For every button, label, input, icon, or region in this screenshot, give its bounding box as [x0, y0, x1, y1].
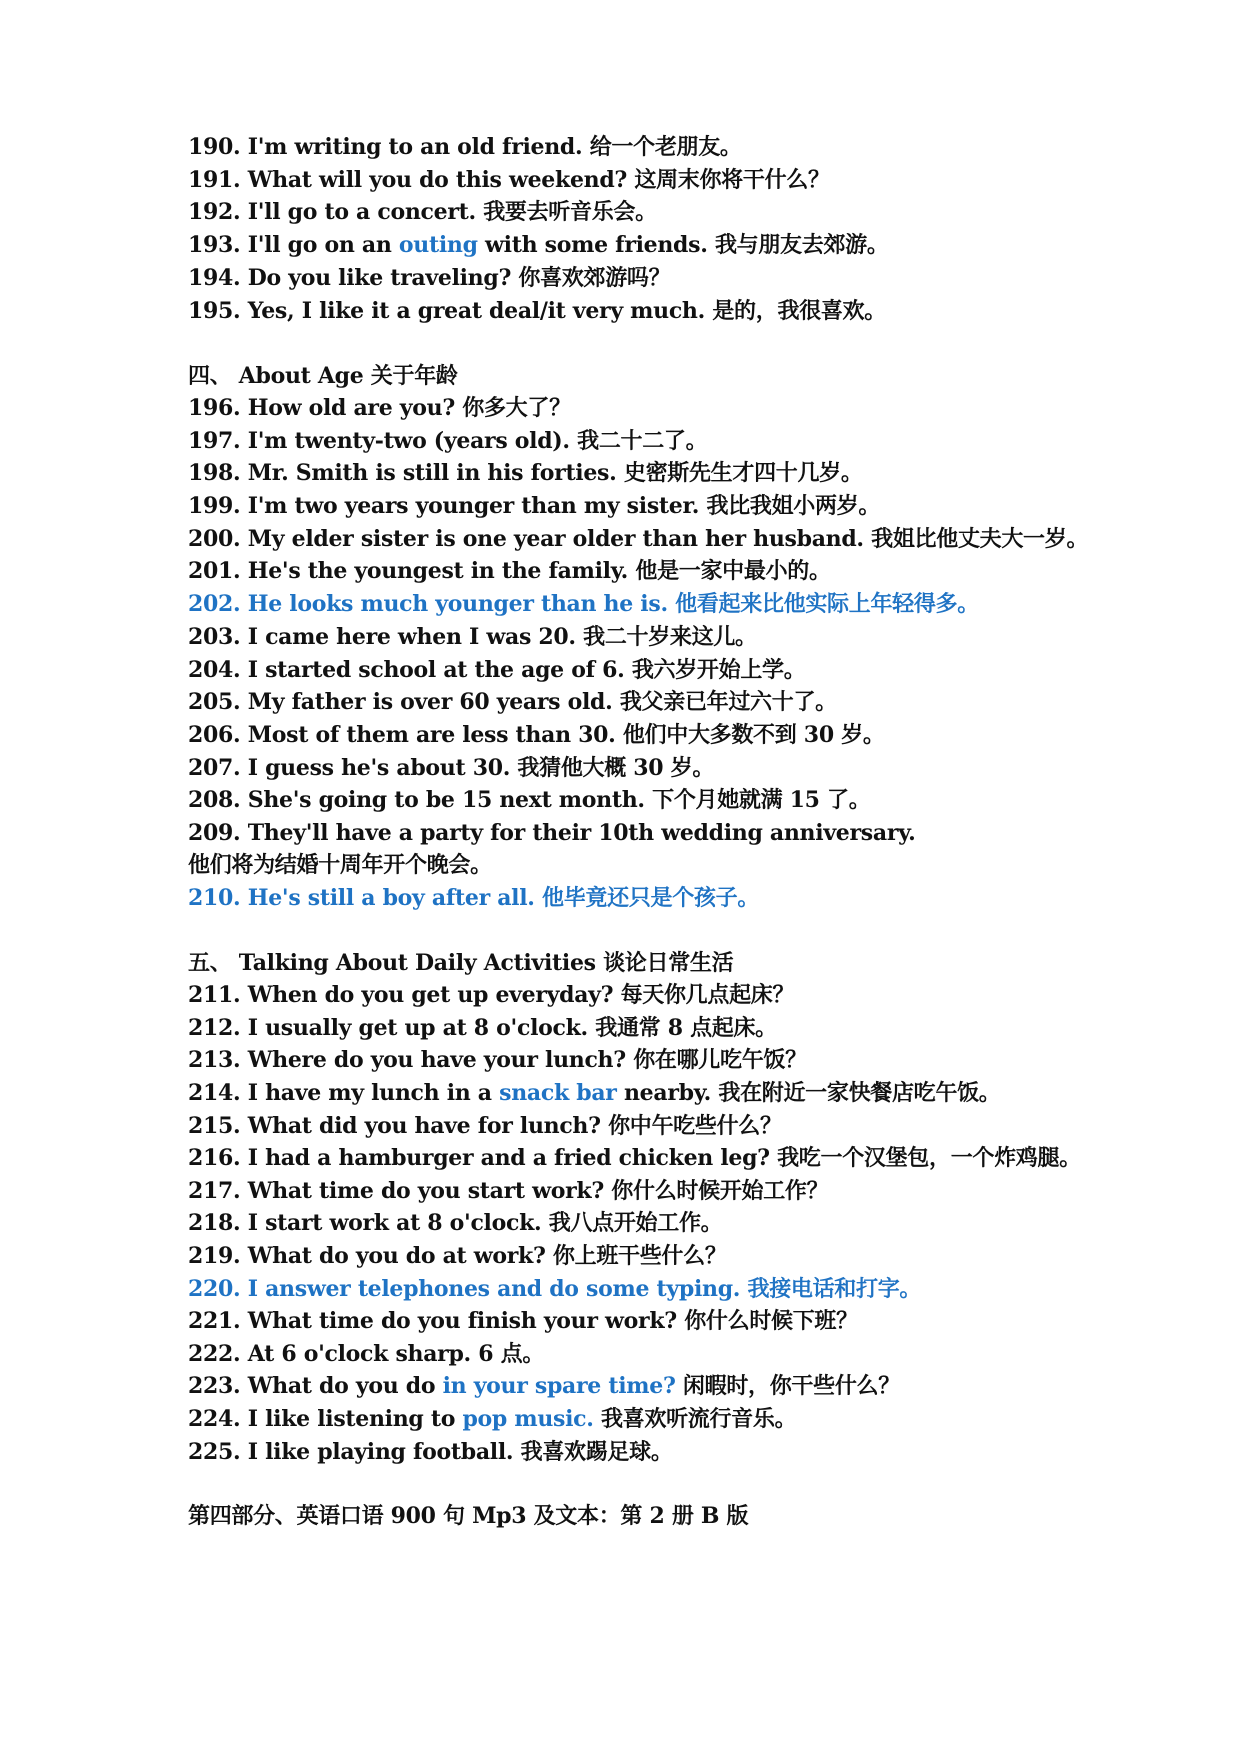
- text-line: [188, 426, 707, 456]
- text-line: [188, 720, 885, 750]
- line-text: 闲暇时，你干些什么？: [675, 1373, 900, 1399]
- text-line: [188, 1208, 722, 1238]
- line-text: 204. I started school at the age of 6. 我六岁开始上学。: [188, 657, 806, 683]
- text-line: [188, 1501, 748, 1531]
- line-text: 我喜欢听流行音乐。: [593, 1406, 797, 1432]
- line-text: 203. I came here when I was 20. 我二十岁来这儿。: [188, 624, 757, 650]
- line-text: 225. I like playing football. 我喜欢踢足球。: [188, 1439, 673, 1465]
- text-line: [188, 1241, 727, 1271]
- line-text: 他们将为结婚十周年开个晚会。: [188, 852, 492, 878]
- text-line: [188, 296, 886, 326]
- text-line: [188, 818, 915, 848]
- text-line: [188, 556, 831, 586]
- text-line: [188, 622, 757, 652]
- text-line: [188, 1404, 796, 1434]
- text-line: [188, 687, 837, 717]
- text-line: [188, 230, 889, 260]
- line-text: 218. I start work at 8 o'clock. 我八点开始工作。: [188, 1210, 723, 1236]
- text-line: [188, 980, 794, 1010]
- line-text: 200. My elder sister is one year older than her husband. 我姐比他丈夫大一岁。: [188, 526, 1089, 552]
- text-line: [188, 458, 863, 488]
- line-text: 215. What did you have for lunch? 你中午吃些什么？: [188, 1113, 782, 1139]
- text-line: [188, 1274, 921, 1304]
- line-text: 201. He's the youngest in the family. 他是一家中最小的。: [188, 558, 831, 584]
- text-line: [188, 850, 492, 880]
- line-text: 212. I usually get up at 8 o'clock. 我通常 8 点起床。: [188, 1015, 777, 1041]
- line-text: nearby. 我在附近一家快餐店吃午饭。: [616, 1080, 1001, 1106]
- line-text: 219. What do you do at work? 你上班干些什么？: [188, 1243, 727, 1269]
- text-line: [188, 1111, 782, 1141]
- text-line: [188, 753, 714, 783]
- line-text: 206. Most of them are less than 30. 他们中大多数不到 30 岁。: [188, 722, 885, 748]
- text-line: [188, 361, 458, 391]
- text-line: [188, 197, 657, 227]
- line-text: 194. Do you like traveling? 你喜欢郊游吗？: [188, 265, 671, 291]
- line-text: 198. Mr. Smith is still in his forties. 史密斯先生才四十几岁。: [188, 460, 863, 486]
- line-text: 190. I'm writing to an old friend. 给一个老朋友。: [188, 134, 742, 160]
- highlighted-text: 210. He's still a boy after all. 他毕竟还只是个孩子。: [188, 885, 760, 911]
- text-line: [188, 165, 830, 195]
- text-line: [188, 1437, 673, 1467]
- line-text: 213. Where do you have your lunch? 你在哪儿吃午饭？: [188, 1047, 807, 1073]
- line-text: 191. What will you do this weekend? 这周末你将干什么？: [188, 167, 830, 193]
- text-line: [188, 1306, 858, 1336]
- line-text: 193. I'll go on an: [188, 232, 399, 258]
- highlighted-text: pop music.: [462, 1406, 594, 1432]
- text-line: [188, 1339, 544, 1369]
- text-line: [188, 393, 571, 423]
- text-line: [188, 655, 805, 685]
- line-text: 207. I guess he's about 30. 我猜他大概 30 岁。: [188, 755, 715, 781]
- text-line: [188, 1045, 807, 1075]
- line-text: 209. They'll have a party for their 10th wedding anniversary.: [188, 820, 916, 846]
- line-text: 217. What time do you start work? 你什么时候开始工作？: [188, 1178, 829, 1204]
- line-text: 223. What do you do: [188, 1373, 443, 1399]
- text-line: [188, 589, 979, 619]
- line-text: 第四部分、英语口语 900 句 Mp3 及文本：第 2 册 B 版: [188, 1503, 749, 1529]
- line-text: 221. What time do you finish your work? 你什么时候下班？: [188, 1308, 858, 1334]
- line-text: 五、 Talking About Daily Activities 谈论日常生活: [188, 950, 734, 976]
- line-text: 224. I like listening to: [188, 1406, 463, 1432]
- text-line: [188, 785, 870, 815]
- line-text: 214. I have my lunch in a: [188, 1080, 500, 1106]
- text-line: [188, 132, 742, 162]
- text-line: [188, 883, 759, 913]
- text-line: [188, 1078, 1000, 1108]
- line-text: 196. How old are you? 你多大了？: [188, 395, 571, 421]
- line-text: with some friends. 我与朋友去郊游。: [477, 232, 889, 258]
- line-text: 199. I'm two years younger than my sister. 我比我姐小两岁。: [188, 493, 881, 519]
- text-line: [188, 948, 733, 978]
- line-text: 192. I'll go to a concert. 我要去听音乐会。: [188, 199, 657, 225]
- text-line: [188, 491, 880, 521]
- highlighted-text: in your spare time?: [442, 1373, 676, 1399]
- highlighted-text: 202. He looks much younger than he is. 他看起来比他实际上年轻得多。: [188, 591, 979, 617]
- highlighted-text: 220. I answer telephones and do some typing. 我接电话和打字。: [188, 1276, 922, 1302]
- highlighted-text: outing: [398, 232, 478, 258]
- text-line: [188, 524, 1088, 554]
- line-text: 216. I had a hamburger and a fried chicken leg? 我吃一个汉堡包，一个炸鸡腿。: [188, 1145, 1081, 1171]
- text-line: [188, 1143, 1081, 1173]
- text-line: [188, 1371, 900, 1401]
- line-text: 208. She's going to be 15 next month. 下个月她就满 15 了。: [188, 787, 871, 813]
- highlighted-text: snack bar: [499, 1080, 617, 1106]
- text-line: [188, 1013, 777, 1043]
- line-text: 195. Yes, I like it a great deal/it very much. 是的，我很喜欢。: [188, 298, 886, 324]
- text-line: [188, 1176, 828, 1206]
- line-text: 197. I'm twenty-two (years old). 我二十二了。: [188, 428, 708, 454]
- line-text: 四、 About Age 关于年龄: [188, 363, 458, 389]
- line-text: 222. At 6 o'clock sharp. 6 点。: [188, 1341, 545, 1367]
- text-line: [188, 263, 670, 293]
- line-text: 211. When do you get up everyday? 每天你几点起床？: [188, 982, 795, 1008]
- line-text: 205. My father is over 60 years old. 我父亲已年过六十了。: [188, 689, 837, 715]
